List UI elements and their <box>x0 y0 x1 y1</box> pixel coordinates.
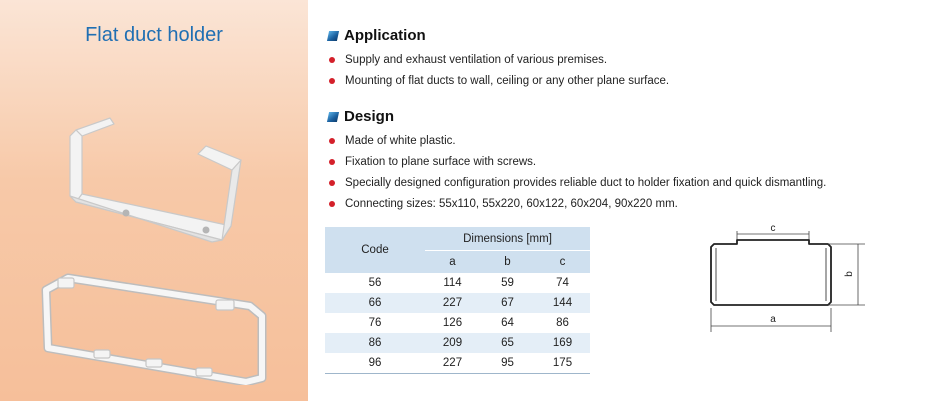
list-item: Fixation to plane surface with screws. <box>328 152 826 173</box>
application-section <box>328 27 426 44</box>
design-heading: Design <box>344 108 395 125</box>
dimension-drawing <box>700 222 870 337</box>
application-heading: Application <box>344 27 426 44</box>
holder-profile <box>711 240 831 305</box>
label-b: b <box>844 271 855 277</box>
list-item: Connecting sizes: 55x110, 55x220, 60x122, 60x204, 90x220 mm. <box>328 194 826 215</box>
design-list <box>328 131 826 215</box>
table-row <box>325 273 590 293</box>
product-title: Flat duct holder <box>85 24 223 46</box>
table-cell: 175 <box>535 353 590 374</box>
label-c: c <box>770 223 776 234</box>
application-list <box>328 50 669 92</box>
table-cell: 64 <box>501 317 514 329</box>
label-a: a <box>770 314 776 325</box>
table-cell: 59 <box>501 277 514 289</box>
table-row <box>325 293 590 313</box>
table-row <box>325 333 590 353</box>
table-row <box>325 313 590 333</box>
table-cell: 169 <box>535 333 590 353</box>
table-cell: 67 <box>480 293 535 313</box>
table-cell: 56 <box>368 277 382 289</box>
product-panel <box>0 0 308 401</box>
list-item: Specially designed configuration provides reliable duct to holder fixation and quick dismantling. <box>328 173 826 194</box>
design-section <box>328 108 394 125</box>
list-item: Made of white plastic. <box>328 131 826 152</box>
table-cell: 76 <box>368 317 382 329</box>
section-marker-icon <box>327 31 339 41</box>
table-cell: 144 <box>535 293 590 313</box>
section-marker-icon <box>327 112 339 122</box>
table-cell: 126 <box>442 317 463 329</box>
table-cell: 65 <box>480 333 535 353</box>
table-cell: 95 <box>480 353 535 374</box>
table-cell: 114 <box>443 277 462 289</box>
list-item: Mounting of flat ducts to wall, ceiling or any other plane surface. <box>328 71 669 92</box>
dim-a-header: a <box>425 251 480 274</box>
code-header: Code <box>325 227 425 273</box>
dimensions-header: Dimensions [mm] <box>425 227 590 251</box>
table-row <box>325 353 590 374</box>
table-cell: 66 <box>325 293 425 313</box>
table-cell: 227 <box>425 353 480 374</box>
table-cell: 96 <box>325 353 425 374</box>
duct-holder-illustration <box>36 110 276 385</box>
dim-c-header: c <box>535 251 590 274</box>
table-cell: 227 <box>425 293 480 313</box>
dim-b-header: b <box>480 251 535 274</box>
table-cell: 209 <box>425 333 480 353</box>
table-cell: 86 <box>556 317 569 329</box>
table-cell: 74 <box>556 277 569 289</box>
list-item: Supply and exhaust ventilation of various premises. <box>328 50 669 71</box>
dimensions-table <box>325 227 590 374</box>
table-cell: 86 <box>325 333 425 353</box>
